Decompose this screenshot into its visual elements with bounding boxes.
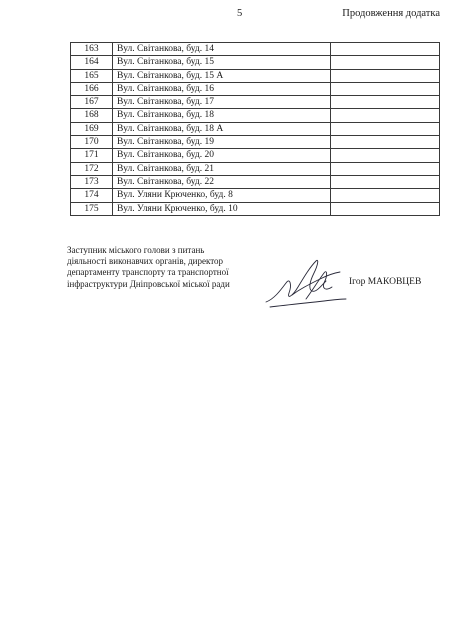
- signatory-title-line: діяльності виконавчих органів, директор: [67, 256, 224, 267]
- signatory-title-line: департаменту транспорту та транспортної: [67, 267, 229, 278]
- row-address: Вул. Світанкова, буд. 18: [113, 109, 331, 122]
- row-empty-cell: [331, 56, 440, 69]
- row-number: 167: [71, 96, 113, 109]
- row-empty-cell: [331, 175, 440, 188]
- row-number: 166: [71, 82, 113, 95]
- table-row: [71, 162, 440, 175]
- table-row: [71, 96, 440, 109]
- row-address: Вул. Світанкова, буд. 19: [113, 136, 331, 149]
- handwritten-signature: [262, 255, 352, 311]
- signatory-title-line: інфраструктури Дніпровської міської ради: [67, 278, 230, 289]
- table-row: [71, 82, 440, 95]
- address-table: [70, 42, 440, 216]
- row-address: Вул. Світанкова, буд. 15: [113, 56, 331, 69]
- row-number: 172: [71, 162, 113, 175]
- row-empty-cell: [331, 122, 440, 135]
- row-empty-cell: [331, 202, 440, 215]
- table-row: [71, 149, 440, 162]
- row-empty-cell: [331, 43, 440, 56]
- row-address: Вул. Світанкова, буд. 20: [113, 149, 331, 162]
- row-empty-cell: [331, 162, 440, 175]
- table-row: [71, 122, 440, 135]
- row-number: 171: [71, 149, 113, 162]
- row-number: 173: [71, 175, 113, 188]
- row-address: Вул. Світанкова, буд. 16: [113, 82, 331, 95]
- continuation-label: Продовження додатка: [342, 8, 440, 19]
- row-address: Вул. Світанкова, буд. 14: [113, 43, 331, 56]
- row-address: Вул. Світанкова, буд. 22: [113, 175, 331, 188]
- table-row: [71, 136, 440, 149]
- row-address: Вул. Світанкова, буд. 21: [113, 162, 331, 175]
- row-address: Вул. Світанкова, буд. 18 А: [113, 122, 331, 135]
- table-row: [71, 43, 440, 56]
- row-number: 168: [71, 109, 113, 122]
- table-row: [71, 69, 440, 82]
- table-row: [71, 202, 440, 215]
- row-empty-cell: [331, 69, 440, 82]
- row-number: 163: [71, 43, 113, 56]
- row-empty-cell: [331, 109, 440, 122]
- row-empty-cell: [331, 96, 440, 109]
- row-number: 165: [71, 69, 113, 82]
- row-number: 174: [71, 189, 113, 202]
- row-number: 164: [71, 56, 113, 69]
- row-empty-cell: [331, 82, 440, 95]
- table-row: [71, 189, 440, 202]
- table-row: [71, 175, 440, 188]
- table-row: [71, 56, 440, 69]
- row-address: Вул. Світанкова, буд. 17: [113, 96, 331, 109]
- row-number: 175: [71, 202, 113, 215]
- row-address: Вул. Світанкова, буд. 15 А: [113, 69, 331, 82]
- row-empty-cell: [331, 149, 440, 162]
- page-number: 5: [237, 8, 243, 19]
- table-row: [71, 109, 440, 122]
- signatory-title-line: Заступник міського голови з питань: [67, 245, 205, 255]
- row-empty-cell: [331, 189, 440, 202]
- row-number: 170: [71, 136, 113, 149]
- row-empty-cell: [331, 136, 440, 149]
- row-number: 169: [71, 122, 113, 135]
- row-address: Вул. Уляни Крюченко, буд. 10: [113, 202, 331, 215]
- signatory-name: Ігор МАКОВЦЕВ: [349, 277, 422, 287]
- row-address: Вул. Уляни Крюченко, буд. 8: [113, 189, 331, 202]
